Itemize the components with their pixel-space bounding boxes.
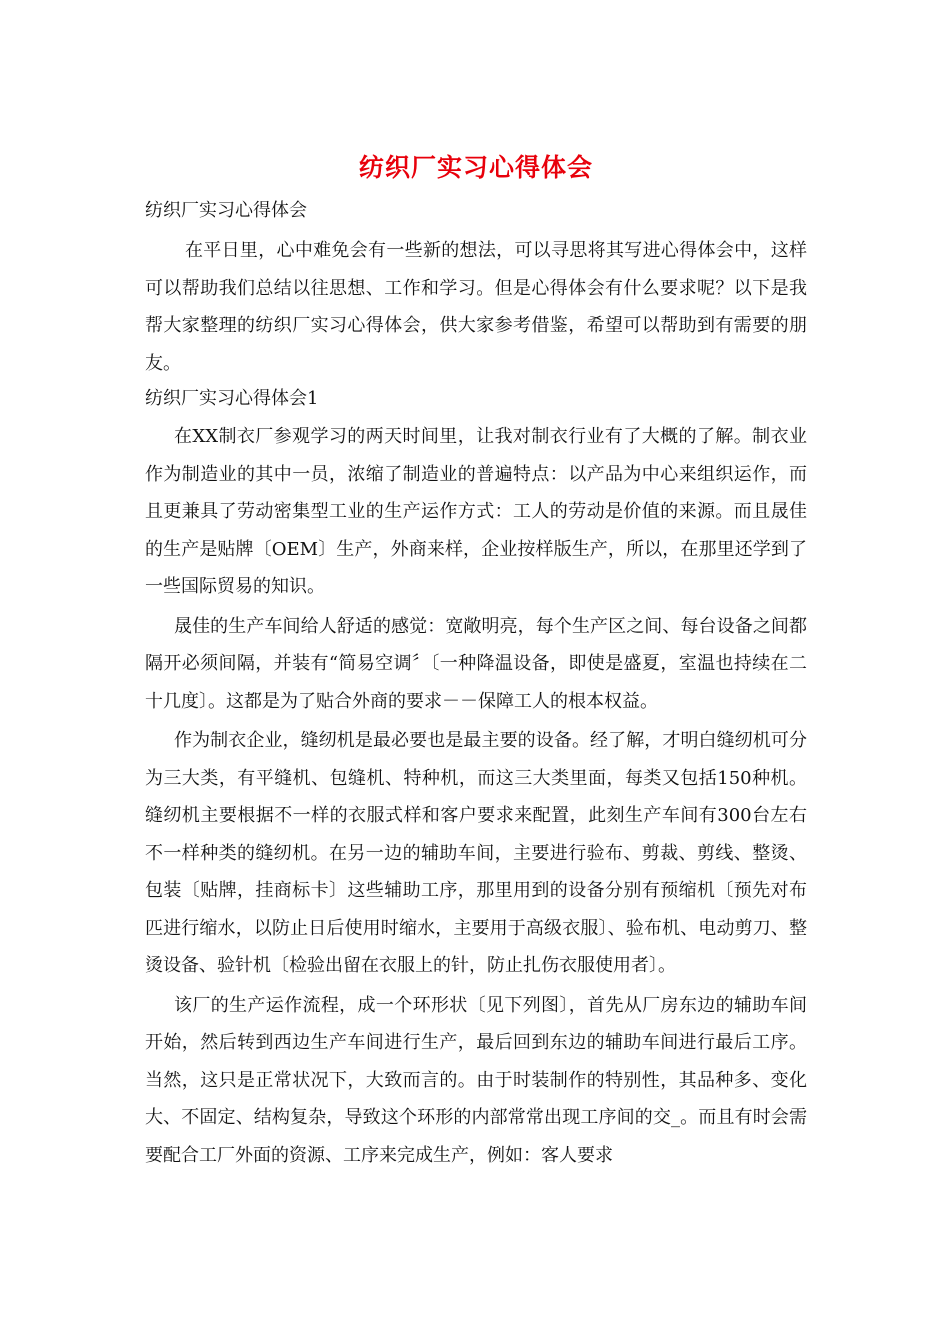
document-page xyxy=(145,148,807,1176)
document-title: 纺织厂实习心得体会 xyxy=(358,153,593,182)
body-paragraph-1: 在XX制衣厂参观学习的两天时间里，让我对制衣行业有了大概的了解。制衣业作为制造业的其中一员，浓缩了制造业的普遍特点：以产品为中心来组织运作，而且更兼具了劳动密集型工业的生产运作方式：工人的劳动是价值的来源。而且晟佳的生产是贴牌〔OEM〕生产，外商来样，企业按样版生产，所以，在那里还学到了一些国际贸易的知识。 xyxy=(145,426,807,597)
body-paragraph-2: 晟佳的生产车间给人舒适的感觉：宽敞明亮，每个生产区之间、每台设备之间都隔开必须间隔，并装有“简易空调〞〔一种降温设备，即使是盛夏，室温也持续在二十几度〕。这都是为了贴合外商的要求－－保障工人的根本权益。 xyxy=(145,615,807,712)
document-subtitle: 纺织厂实习心得体会 xyxy=(145,200,307,221)
body-paragraph-3: 作为制衣企业，缝纫机是最必要也是最主要的设备。经了解，才明白缝纫机可分为三大类，有平缝机、包缝机、特种机，而这三大类里面，每类又包括150种机。缝纫机主要根据不一样的衣服式样和客户要求来配置，此刻生产车间有300台左右不一样种类的缝纫机。在另一边的辅助车间，主要进行验布、剪裁、剪线、整烫、包装〔贴牌，挂商标卡〕这些辅助工序，那里用到的设备分别有预缩机〔预先对布匹进行缩水，以防止日后使用时缩水，主要用于高级衣服〕、验布机、电动剪刀、整烫设备、验针机〔检验出留在衣服上的针，防止扎伤衣服使用者〕。 xyxy=(145,730,807,976)
section-heading-1: 纺织厂实习心得体会1 xyxy=(145,388,319,409)
body-paragraph-4: 该厂的生产运作流程，成一个环形状〔见下列图〕，首先从厂房东边的辅助车间开始，然后转到西边生产车间进行生产，最后回到东边的辅助车间进行最后工序。当然，这只是正常状况下，大致而言的。由于时装制作的特别性，其品种多、变化大、不固定、结构复杂，导致这个环形的内部常常出现工序间的交_。而且有时会需要配合工厂外面的资源、工序来完成生产，例如：客人要求 xyxy=(145,994,807,1166)
intro-paragraph: 在平日里，心中难免会有一些新的想法，可以寻思将其写进心得体会中，这样可以帮助我们总结以往思想、工作和学习。但是心得体会有什么要求呢？以下是我帮大家整理的纺织厂实习心得体会，供大家参考借鉴，希望可以帮助到有需要的朋友。 xyxy=(145,240,807,374)
